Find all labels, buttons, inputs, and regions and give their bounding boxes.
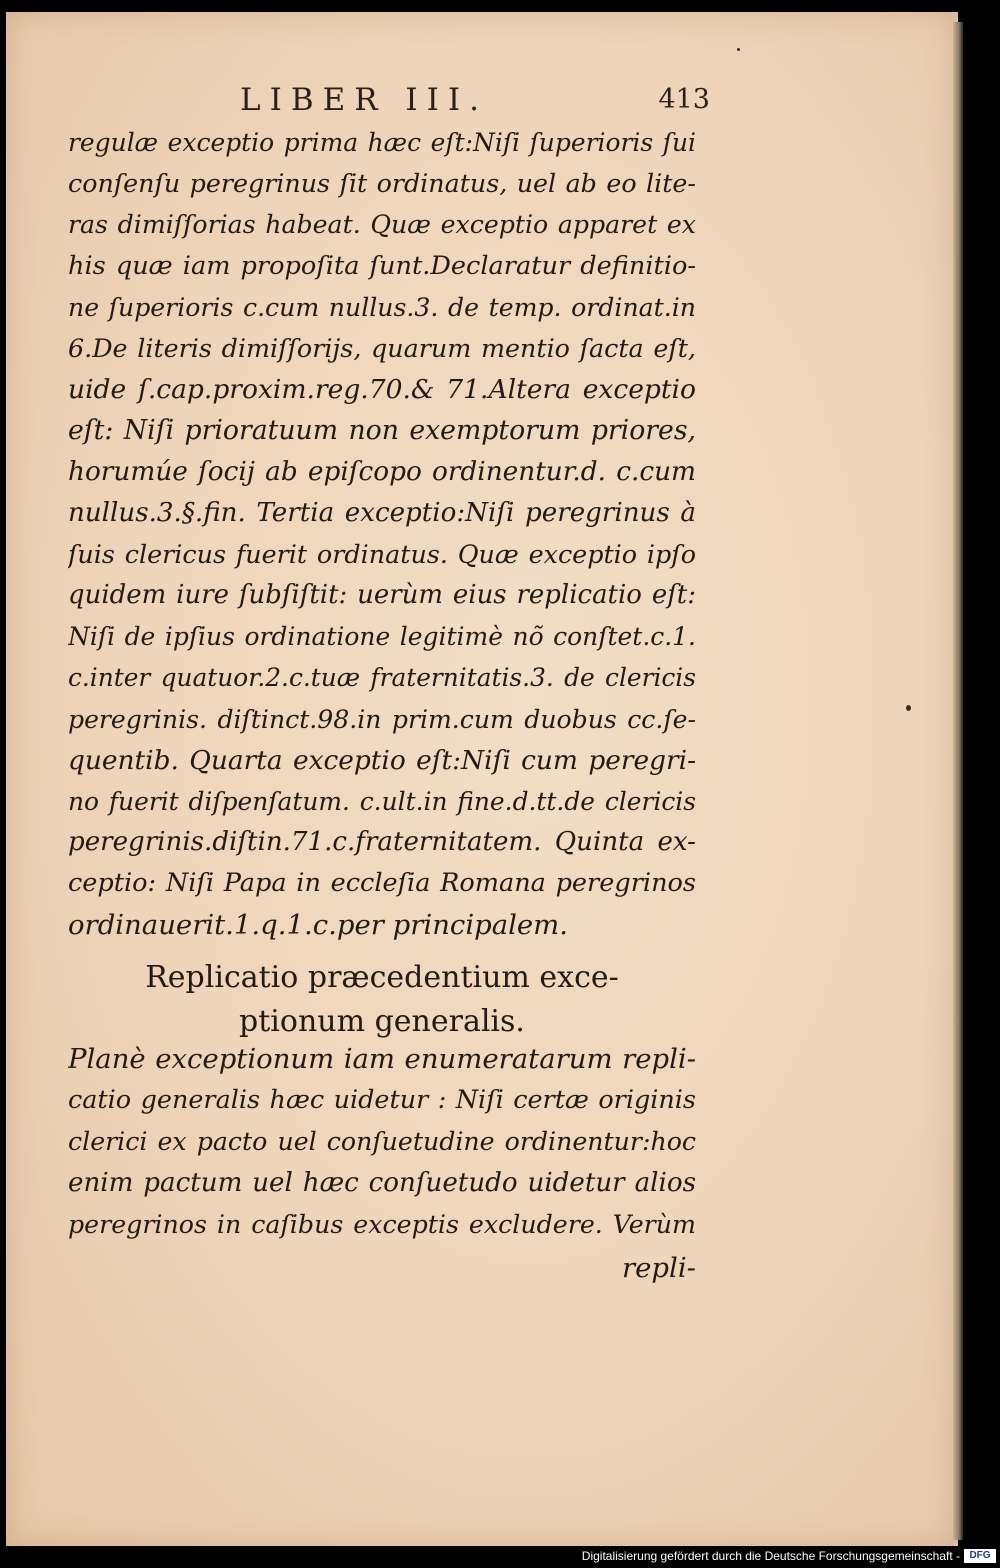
- text-line: clerici ex pacto uel conſuetudine ordinentur:hoc: [68, 1127, 696, 1157]
- text-line: ras dimiſſorias habeat. Quæ exceptio apparet ex: [68, 210, 696, 240]
- text-line: his quæ iam propoſita ſunt.Declaratur definitio-: [68, 250, 696, 281]
- text-line: uide ſ.cap.proxim.reg.70.& 71.Altera exceptio: [68, 374, 696, 406]
- text-line: quidem iure ſubſiſtit: uerùm eius replicatio eſt:: [68, 580, 696, 611]
- text-line: ordinauerit.1.q.1.c.per principalem.: [68, 908, 568, 941]
- heading-line: ptionum generalis.: [239, 1004, 525, 1039]
- text-line: catio generalis hæc uidetur : Niſi certæ originis: [68, 1085, 696, 1116]
- digitization-credit: Digitalisierung gefördert durch die Deutsche Forschungsgemeinschaft -: [581, 1549, 960, 1563]
- page-edge: [953, 22, 963, 1540]
- text-line: ne ſuperioris c.cum nullus.3. de temp. ordinat.in: [68, 292, 696, 322]
- running-title: LIBER III.: [240, 82, 489, 118]
- text-line: horumúe ſocij ab epiſcopo ordinentur.d. c.cum: [68, 456, 696, 487]
- text-line: quentib. Quarta exceptio eſt:Niſi cum peregri-: [68, 744, 696, 776]
- text-line: eſt: Niſi prioratuum non exemptorum priores,: [68, 415, 696, 447]
- text-line: ſuis clericus fuerit ordinatus. Quæ exceptio ipſo: [68, 538, 696, 569]
- ink-speck: [737, 48, 740, 51]
- section-text-block: [68, 1039, 696, 1245]
- text-line: Niſi de ipſius ordinatione legitimè nõ conſtet.c.1.: [68, 622, 696, 652]
- text-line: regulæ exceptio prima hæc eſt:Niſi ſuperioris ſui: [68, 128, 696, 157]
- page-header: [240, 82, 710, 122]
- text-line: peregrinos in caſibus exceptis excludere. Verùm: [68, 1209, 696, 1239]
- text-line: nullus.3.§.fin. Tertia exceptio:Niſi peregrinus à: [68, 497, 696, 528]
- text-line: conſenſu peregrinus ſit ordinatus, uel ab eo lite-: [68, 168, 696, 199]
- text-line: enim pactum uel hæc conſuetudo uidetur alios: [68, 1167, 696, 1198]
- text-line: c.inter quatuor.2.c.tuæ fraternitatis.3. de clericis: [68, 663, 696, 693]
- text-line: ceptio: Niſi Papa in eccleſia Romana peregrinos: [68, 868, 696, 899]
- text-line: no fuerit diſpenſatum. c.ult.in fine.d.tt.de clericis: [68, 787, 696, 816]
- section-heading: [68, 956, 696, 1044]
- heading-line: Replicatio præcedentium exce-: [145, 960, 619, 995]
- catchword: repli-: [622, 1252, 696, 1284]
- page-number: 413: [658, 84, 710, 115]
- text-line: Planè exceptionum iam enumeratarum repli-: [68, 1043, 696, 1075]
- text-line: peregrinis.diſtin.71.c.fraternitatem. Quinta ex-: [68, 827, 696, 858]
- dfg-logo: DFG: [964, 1549, 996, 1563]
- text-line: peregrinis. diſtinct.98.in prim.cum duobus cc.ſe-: [68, 704, 696, 734]
- main-text-block: [68, 122, 696, 946]
- text-line: 6.De literis dimiſſorijs, quarum mentio ſacta eſt,: [68, 332, 696, 363]
- ink-speck: [906, 705, 911, 711]
